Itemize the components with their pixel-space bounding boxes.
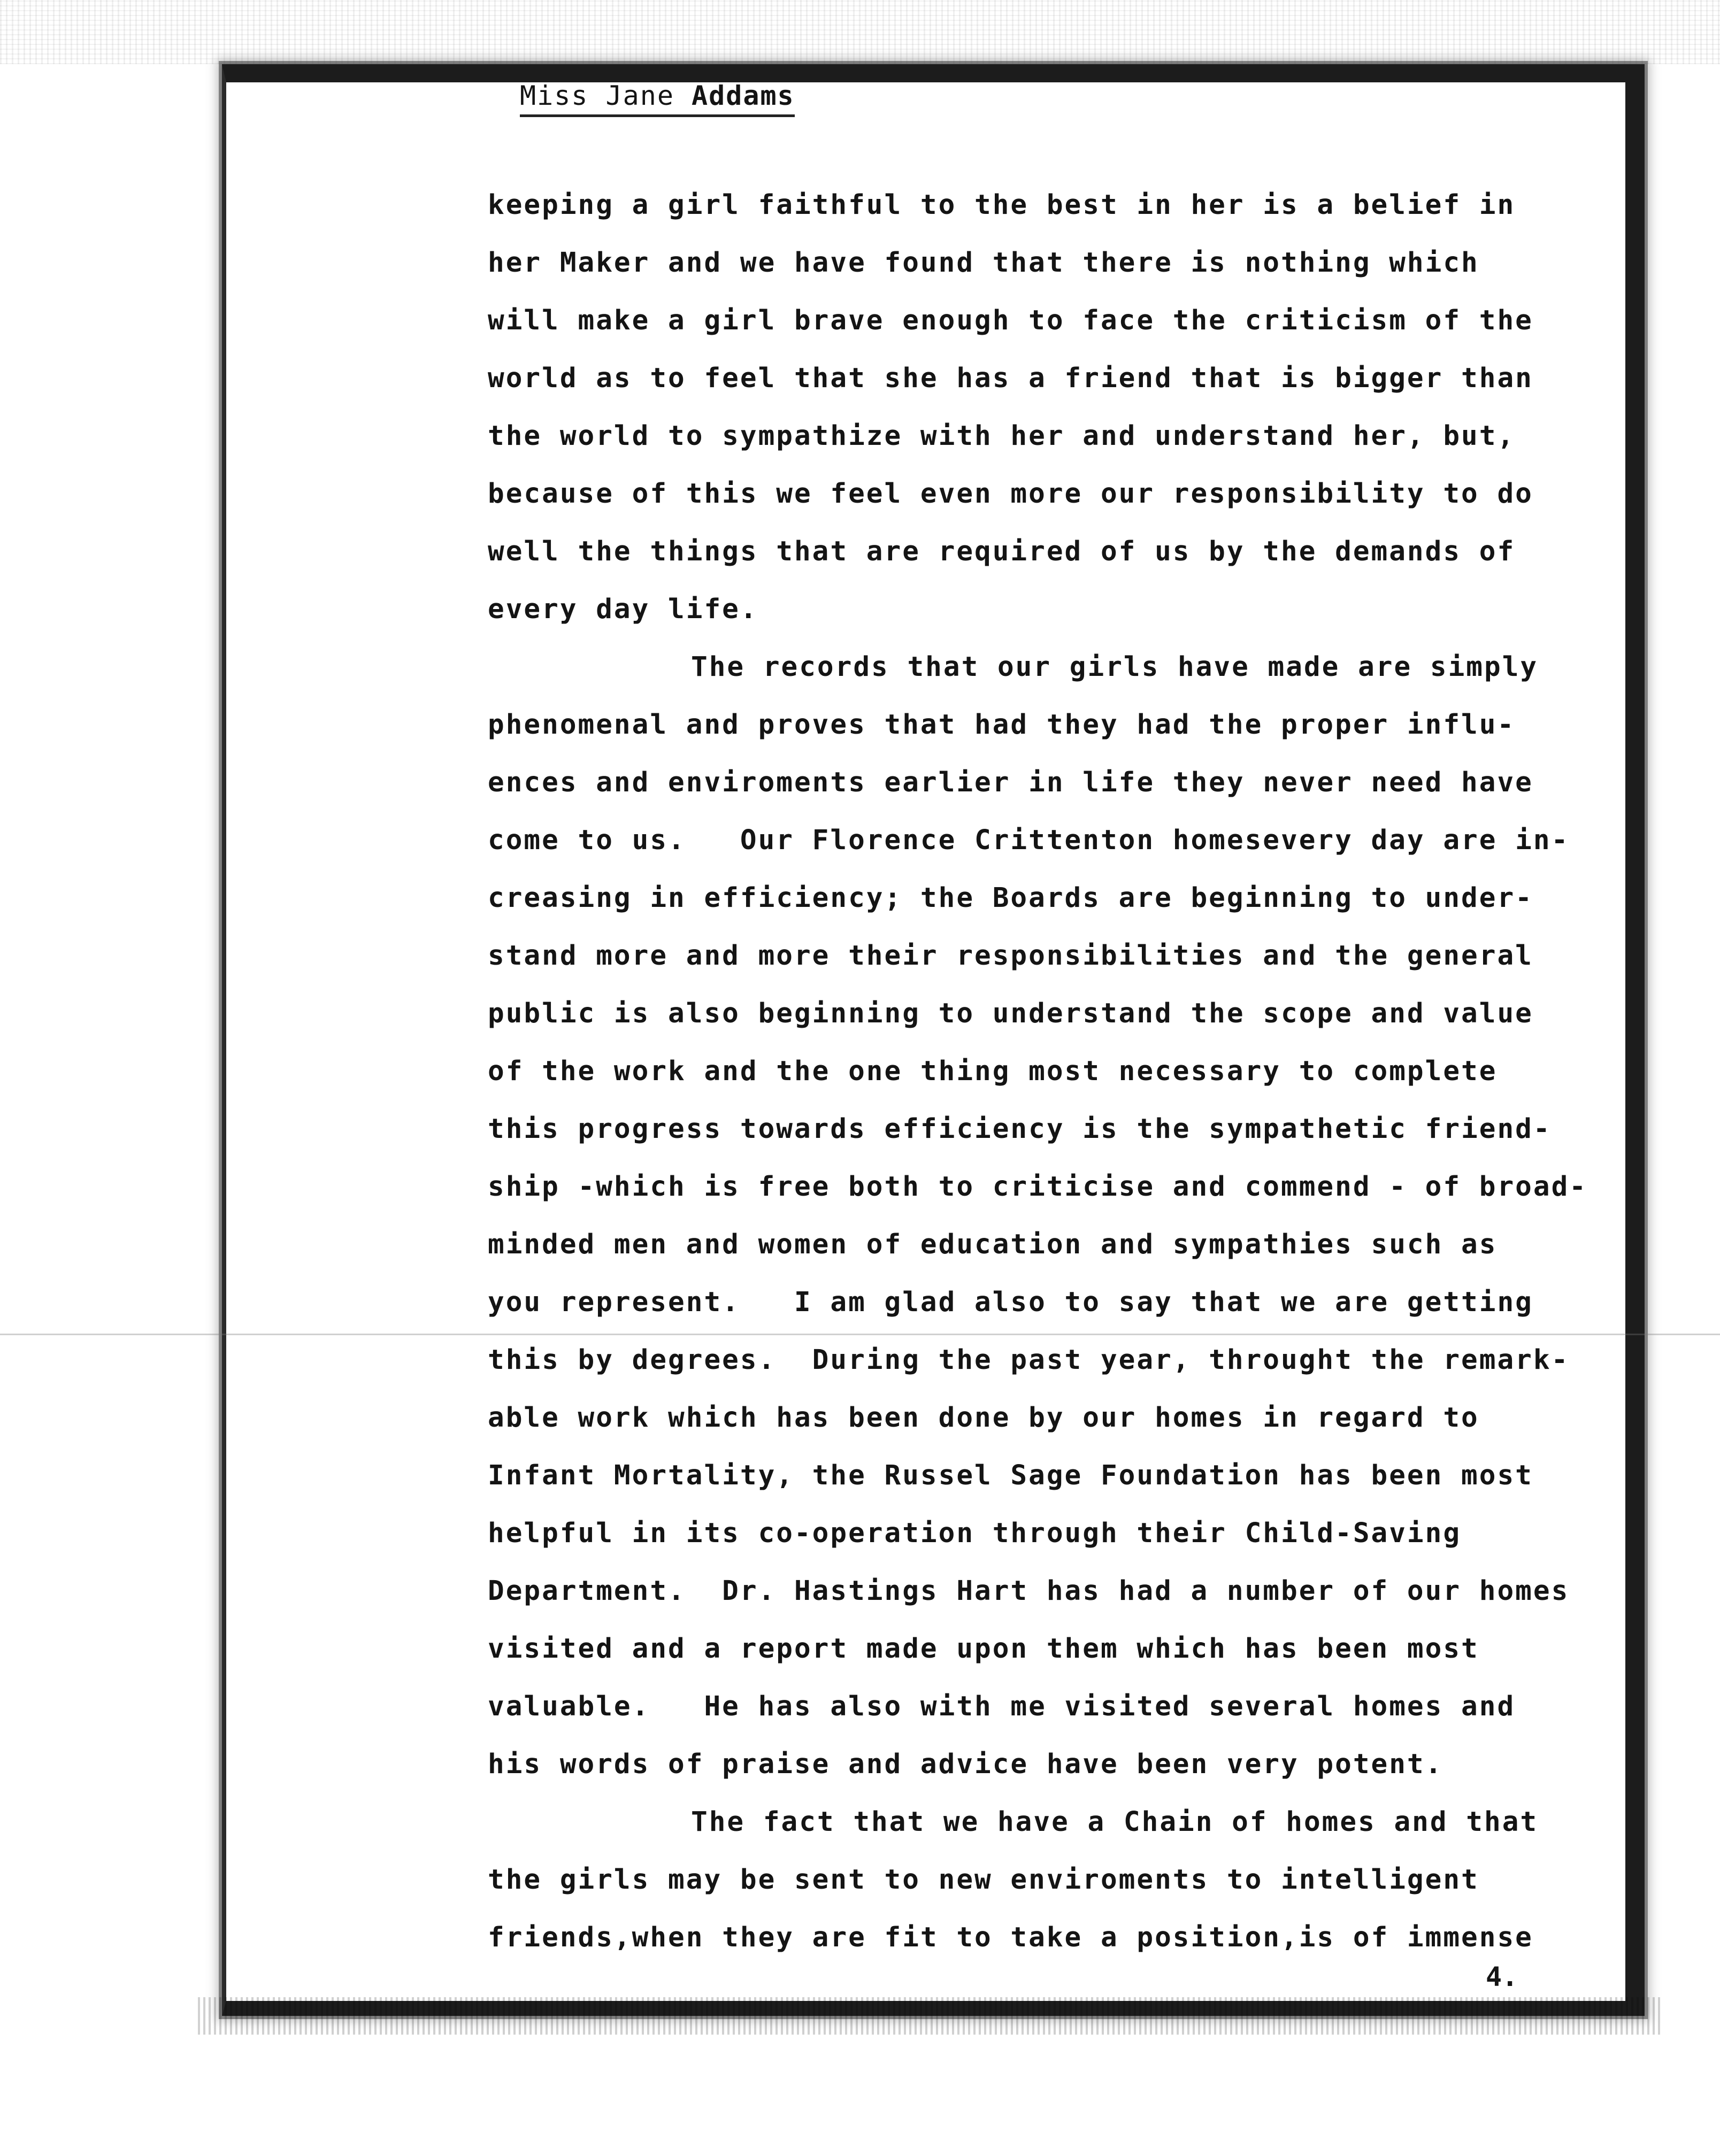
text-line: minded men and women of education and sympathies such as <box>488 1229 1498 1260</box>
text-line: visited and a report made upon them which has been most <box>488 1633 1479 1665</box>
text-line: keeping a girl faithful to the best in her is a belief in <box>488 189 1516 221</box>
text-line: because of this we feel even more our responsibility to do <box>488 478 1533 510</box>
text-line: world as to feel that she has a friend that is bigger than <box>488 363 1533 394</box>
text-line: his words of praise and advice have been very potent. <box>488 1749 1443 1780</box>
text-line: the world to sympathize with her and understand her, but, <box>488 420 1516 452</box>
text-line: Department. Dr. Hastings Hart has had a number of our homes <box>488 1575 1570 1607</box>
text-line: ences and enviroments earlier in life they never need have <box>488 767 1533 798</box>
header-surname: Addams <box>692 80 795 111</box>
text-line: creasing in efficiency; the Boards are beginning to under- <box>488 882 1533 914</box>
text-line: phenomenal and proves that had they had the proper influ- <box>488 709 1516 741</box>
text-line: stand more and more their responsibilities and the general <box>488 940 1533 972</box>
text-line: public is also beginning to understand the scope and value <box>488 998 1533 1029</box>
text-line: friends,when they are fit to take a position,is of immense <box>488 1922 1533 1953</box>
text-line: her Maker and we have found that there is nothing which <box>488 247 1479 279</box>
text-line: Infant Mortality, the Russel Sage Foundation has been most <box>488 1460 1533 1491</box>
text-line: of the work and the one thing most necessary to complete <box>488 1056 1498 1087</box>
text-line: ship -which is free both to criticise and commend - of broad- <box>488 1171 1587 1203</box>
letter-header <box>520 80 795 117</box>
letter-body <box>488 176 1590 1967</box>
text-line: this progress towards efficiency is the sympathetic friend- <box>488 1113 1552 1145</box>
text-line: come to us. Our Florence Crittenton homesevery day are in- <box>488 825 1570 856</box>
paragraph-start-line: The fact that we have a Chain of homes and that <box>691 1806 1539 1838</box>
text-line: every day life. <box>488 594 758 625</box>
text-line: well the things that are required of us by the demands of <box>488 536 1516 567</box>
text-line: valuable. He has also with me visited several homes and <box>488 1691 1516 1722</box>
text-line: you represent. I am glad also to say that we are getting <box>488 1287 1533 1318</box>
text-line: able work which has been done by our homes in regard to <box>488 1402 1479 1434</box>
header-salutation: Miss Jane <box>520 80 692 111</box>
text-line: this by degrees. During the past year, throught the remark- <box>488 1344 1570 1376</box>
text-line: helpful in its co-operation through their Child-Saving <box>488 1518 1462 1549</box>
scan-bottom-noise <box>198 1997 1663 2035</box>
paragraph-start-line: The records that our girls have made are simply <box>691 651 1539 683</box>
text-line: will make a girl brave enough to face the criticism of the <box>488 305 1533 336</box>
text-line: the girls may be sent to new enviroments to intelligent <box>488 1864 1479 1896</box>
scan-top-noise <box>0 0 1720 64</box>
page-number: 4. <box>1486 1961 1518 1992</box>
